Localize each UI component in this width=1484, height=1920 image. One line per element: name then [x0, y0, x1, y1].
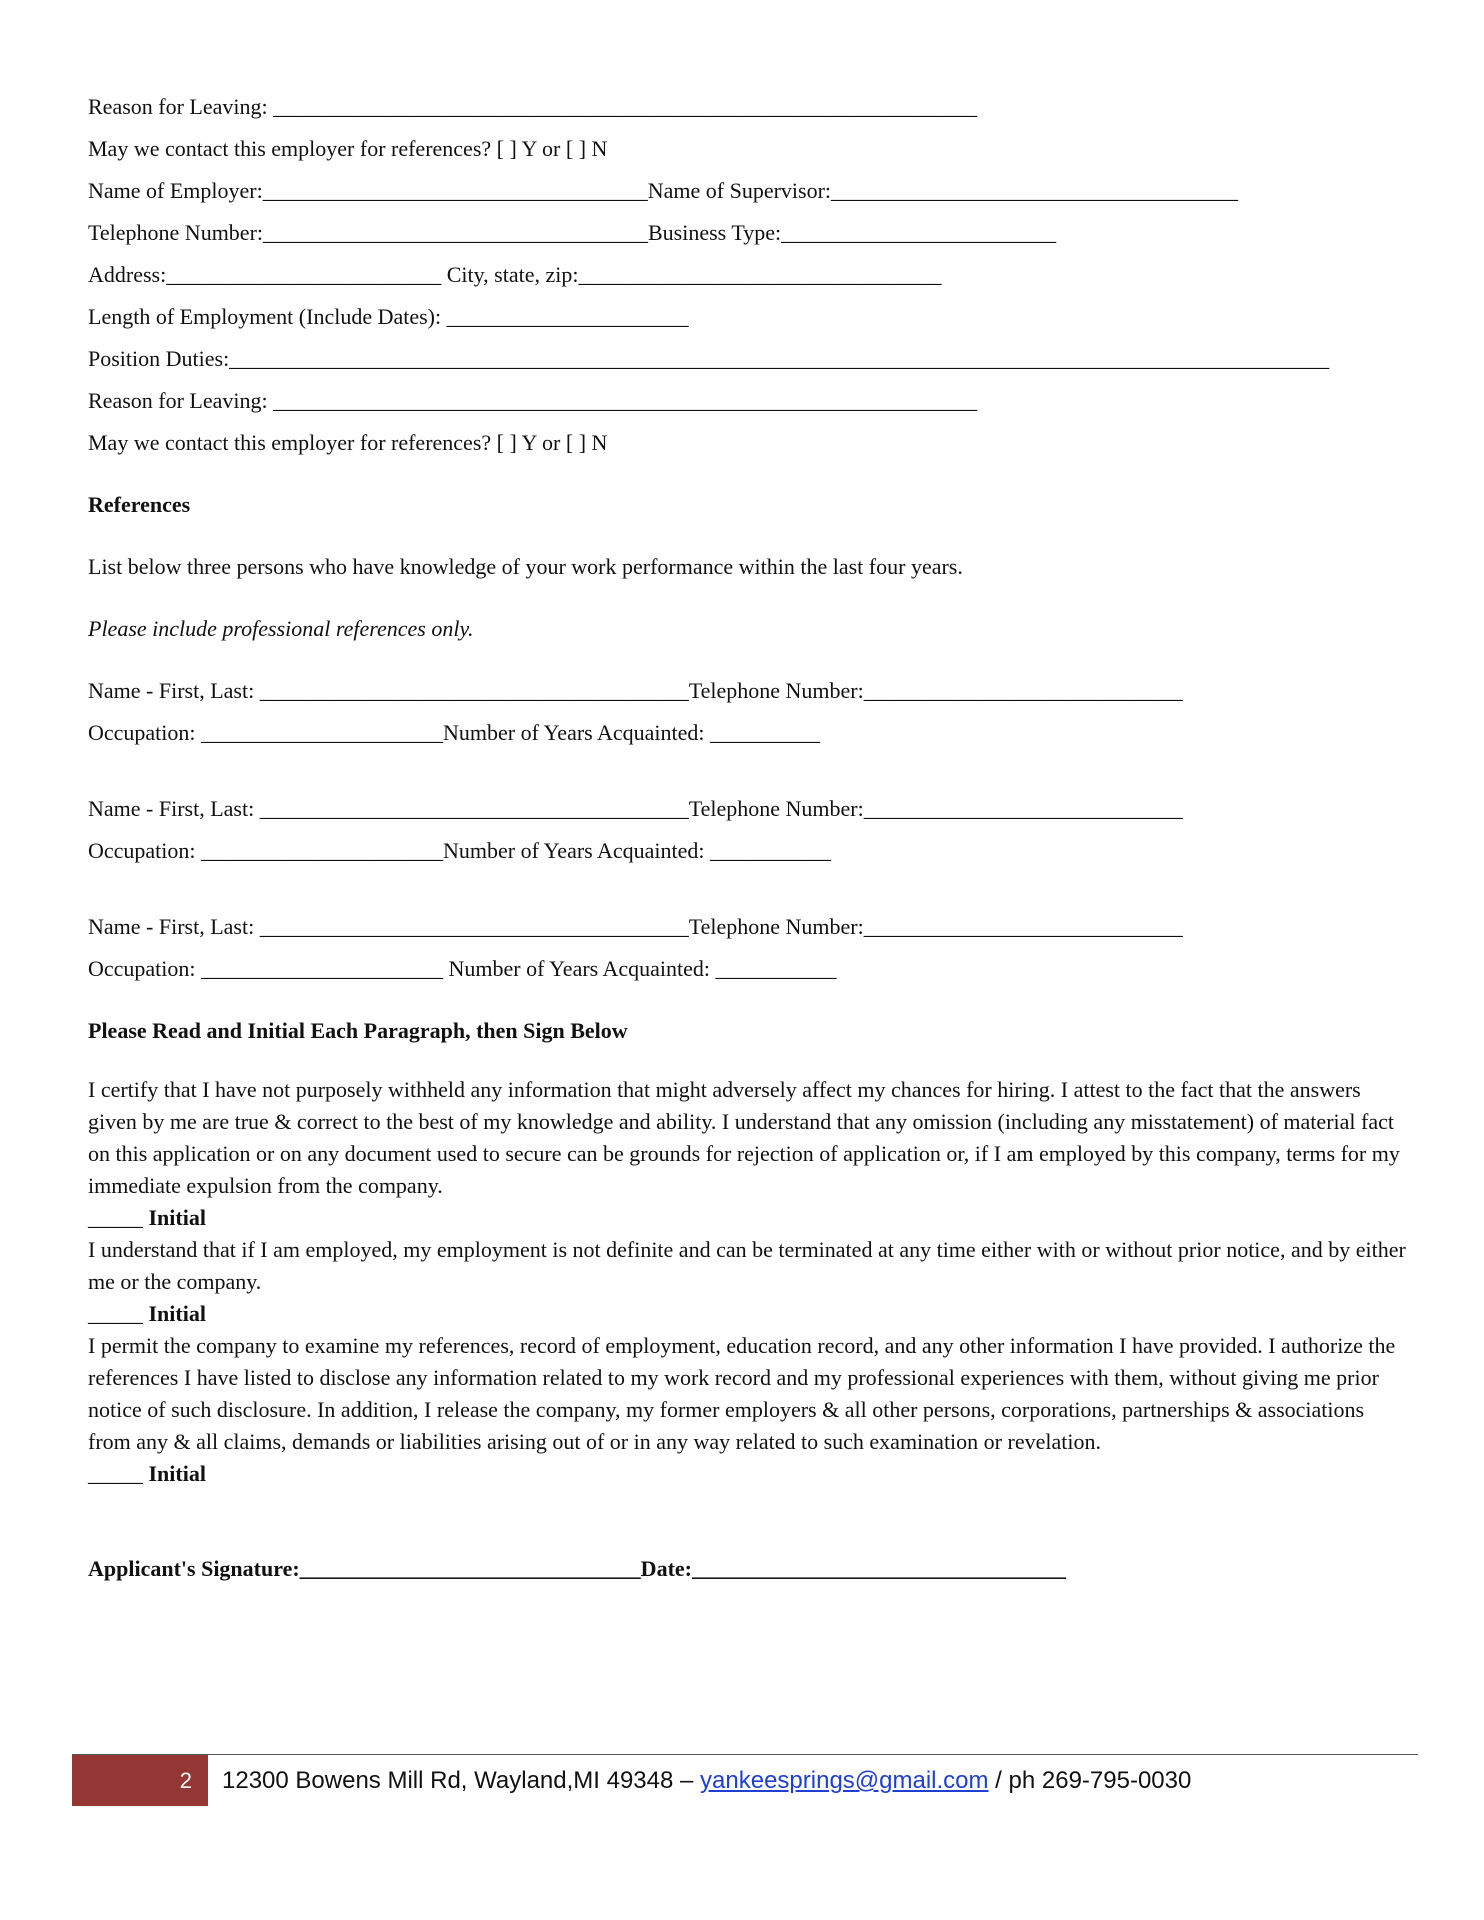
- references-intro: List below three persons who have knowledge of your work performance within the last four years.: [88, 554, 963, 579]
- reason-for-leaving-field[interactable]: Reason for Leaving: ________________________________________________________________: [88, 94, 978, 119]
- reference-entry: [88, 788, 1408, 872]
- initial-field[interactable]: [88, 1458, 1408, 1490]
- footer-email-link[interactable]: yankeesprings@gmail.com: [700, 1767, 989, 1794]
- agreement-heading: Please Read and Initial Each Paragraph, then Sign Below: [88, 1018, 628, 1043]
- footer-contact: [222, 1755, 1191, 1806]
- reference-name-phone-field[interactable]: Name - First, Last: _______________________________________Telephone Number:_____________________________: [88, 914, 1183, 939]
- reference-name-phone-field[interactable]: Name - First, Last: _______________________________________Telephone Number:_____________________________: [88, 678, 1183, 703]
- initial-label: Initial: [143, 1205, 206, 1230]
- application-page-2: [88, 86, 1408, 1590]
- initial-blank[interactable]: _____: [88, 1205, 143, 1230]
- reason-for-leaving-field[interactable]: Reason for Leaving: ________________________________________________________________: [88, 388, 978, 413]
- footer-phone: / ph 269-795-0030: [988, 1767, 1192, 1794]
- initial-field[interactable]: [88, 1202, 1408, 1234]
- phone-business-type-field[interactable]: Telephone Number:___________________________________Business Type:_________________________: [88, 220, 1057, 245]
- reference-name-phone-field[interactable]: Name - First, Last: _______________________________________Telephone Number:_____________________________: [88, 796, 1183, 821]
- initial-label: Initial: [143, 1301, 206, 1326]
- agreement-paragraph: I understand that if I am employed, my employment is not definite and can be terminated at any time either with or without prior notice, and by either me or the company.: [88, 1237, 1406, 1294]
- reference-occupation-years-field[interactable]: Occupation: ______________________Number of Years Acquainted: __________: [88, 720, 821, 745]
- references-heading: References: [88, 492, 191, 517]
- employer-supervisor-field[interactable]: Name of Employer:___________________________________Name of Supervisor:_____________________________________: [88, 178, 1239, 203]
- length-of-employment-field[interactable]: Length of Employment (Include Dates): ______________________: [88, 304, 689, 329]
- initial-label: Initial: [143, 1461, 206, 1486]
- address-city-field[interactable]: Address:_________________________ City, state, zip:_________________________________: [88, 262, 942, 287]
- reference-occupation-years-field[interactable]: Occupation: ______________________ Number of Years Acquainted: ___________: [88, 956, 837, 981]
- contact-employer-question[interactable]: May we contact this employer for references? [ ] Y or [ ] N: [88, 136, 608, 161]
- page-footer: [72, 1754, 1418, 1806]
- agreement-paragraph: I certify that I have not purposely withheld any information that might adversely affect my chances for hiring. I attest to the fact that the answers given by me are true & correct to the best of my knowledge and ability. I understand that any omission (including any misstatement) of material fact on this application or on any document used to secure can be grounds for rejection of application or, if I am employed by this company, terms for my immediate expulsion from the company.: [88, 1077, 1400, 1198]
- initial-blank[interactable]: _____: [88, 1301, 143, 1326]
- reference-entry: [88, 670, 1408, 754]
- initial-field[interactable]: [88, 1298, 1408, 1330]
- position-duties-field[interactable]: Position Duties:____________________________________________________________________________________________________: [88, 346, 1330, 371]
- footer-address: 12300 Bowens Mill Rd, Wayland,MI 49348 –: [222, 1767, 701, 1794]
- references-note: Please include professional references only.: [88, 616, 474, 641]
- signature-date-field[interactable]: Applicant's Signature:_______________________________Date:__________________________________: [88, 1556, 1066, 1581]
- contact-employer-question[interactable]: May we contact this employer for references? [ ] Y or [ ] N: [88, 430, 608, 455]
- reference-occupation-years-field[interactable]: Occupation: ______________________Number of Years Acquainted: ___________: [88, 838, 832, 863]
- agreement-paragraph: I permit the company to examine my references, record of employment, education record, and any other information I have provided. I authorize the references I have listed to disclose any information related to my work record and my professional experiences with them, without giving me prior notice of such disclosure. In addition, I release the company, my former employers & all other persons, corporations, partnerships & associations from any & all claims, demands or liabilities arising out of or in any way related to such examination or revelation.: [88, 1333, 1396, 1454]
- page-number: 2: [72, 1755, 208, 1806]
- reference-entry: [88, 906, 1408, 990]
- initial-blank[interactable]: _____: [88, 1461, 143, 1486]
